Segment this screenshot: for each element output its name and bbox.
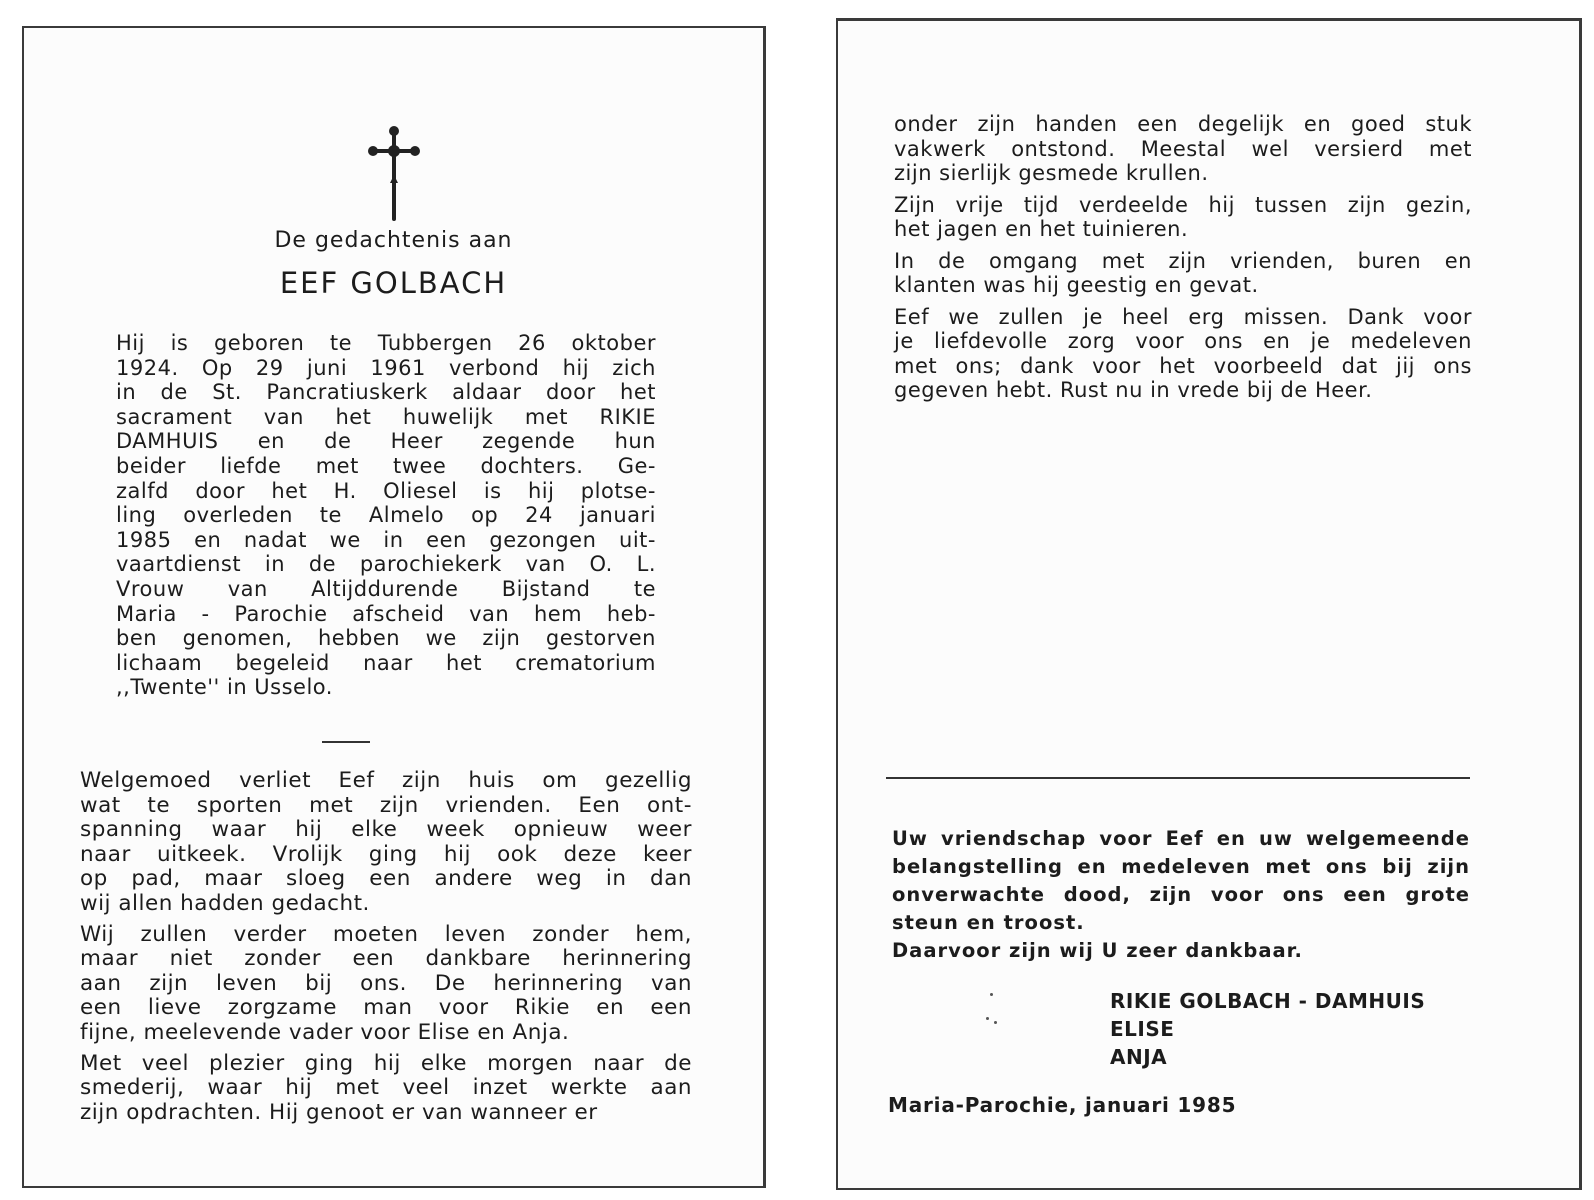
text-line: Maria - Parochie afscheid van hem heb- [116,601,656,626]
place-date: Maria-Parochie, januari 1985 [888,1093,1237,1117]
text-line: vakwerk ontstond. Meestal wel versierd met [894,136,1472,161]
deceased-name: EEF GOLBACH [279,266,508,300]
thanks-closing: Daarvoor zijn wij U zeer dankbaar. [892,939,1303,962]
text-line: Wij zullen verder moeten leven zonder hem, [80,921,692,947]
text-line: op pad, maar sloeg een andere weg in dan [80,866,692,892]
text-line: wij allen hadden gedacht. [80,890,370,916]
text-line: vaartdienst in de parochiekerk van O. L. [116,552,656,577]
text-line: 1924. Op 29 juni 1961 verbond hij zich [116,355,656,380]
paragraph [80,1052,692,1126]
text-line: Vrouw van Altijddurende Bijstand te [116,576,656,601]
text-line: Welgemoed verliet Eef zijn huis om gezellig [80,768,692,793]
text-line: steun en troost. [892,911,1085,934]
text-line: smederij, waar hij met veel inzet werkte aan [80,1075,692,1101]
text-line: zalfd door het H. Oliesel is hij plotse- [116,478,656,503]
paragraph [894,249,1472,298]
text-line: Zijn vrije tijd verdeelde hij tussen zijn gezin, [894,192,1472,217]
text-line: DAMHUIS en de Heer zegende hun [116,429,656,454]
signer-name: RIKIE GOLBACH - DAMHUIS [1110,989,1426,1013]
text-line: fijne, meelevende vader voor Elise en Anja. [80,1019,570,1045]
text-line: In de omgang met zijn vrienden, buren en [894,248,1472,273]
paragraph [80,769,692,917]
text-line: onder zijn handen een degelijk en goed stuk [894,112,1472,136]
text-line: onverwachte dood, zijn voor ons een grote [892,883,1470,906]
text-line: naar uitkeek. Vrolijk ging hij ook deze keer [80,841,692,867]
text-line: het jagen en het tuinieren. [894,217,1189,241]
print-speck [986,1017,989,1020]
text-line: 1985 en nadat we in een gezongen uit- [116,527,656,552]
text-line: ling overleden te Almelo op 24 januari [116,503,656,528]
text-line: aan zijn leven bij ons. De herinnering van [80,970,692,996]
text-line: Uw vriendschap voor Eef en uw welgemeende [892,827,1470,850]
text-line: met ons; dank voor het voorbeeld dat jij ons [894,353,1472,378]
text-line: ben genomen, hebben we zijn gestorven [116,626,656,651]
text-line: lichaam begeleid naar het crematorium [116,650,656,675]
paragraph [894,193,1472,242]
text-line: belangstelling en medeleven met ons bij zijn [892,855,1470,878]
text-line: sacrament van het huwelijk met RIKIE [116,404,656,429]
text-line: Met veel plezier ging hij elke morgen naar de [80,1050,692,1076]
signer-name: ELISE [1110,1017,1175,1041]
text-line: in de St. Pancratiuskerk aldaar door het [116,380,656,405]
memorial-card-right [836,18,1582,1190]
text-line: Eef we zullen je heel erg missen. Dank voor [894,304,1472,329]
text-line: spanning waar hij elke week opnieuw weer [80,817,692,843]
text-line: maar niet zonder een dankbare herinnering [80,946,692,972]
text-line: zijn sierlijk gesmede krullen. [894,161,1209,185]
text-line: wat te sporten met zijn vrienden. Een ont- [80,792,692,818]
divider [322,741,370,743]
text-line: ,,Twente'' in Usselo. [116,675,333,700]
remembrance-text-right [894,112,1472,410]
memorial-card-left [22,26,766,1188]
paragraph [80,923,692,1046]
memorial-intro: De gedachtenis aan [274,228,513,253]
text-line: zijn opdrachten. Hij genoot er van wanneer er [80,1099,598,1125]
signers-list [1110,987,1425,1071]
signer-name: ANJA [1110,1045,1168,1069]
remembrance-text-left [80,769,692,1131]
paragraph [894,305,1472,403]
biography-text [116,331,656,700]
text-line: klanten was hij geestig en gevat. [894,273,1259,297]
cross-icon [364,123,424,223]
thanks-text [892,825,1470,965]
print-speck [994,1021,997,1024]
paragraph [894,112,1472,186]
print-speck [990,993,993,996]
text-line: beider liefde met twee dochters. Ge- [116,453,656,478]
text-line: je liefdevolle zorg voor ons en je medeleven [894,329,1472,353]
text-line: een lieve zorgzame man voor Rikie en een [80,995,692,1021]
divider [886,777,1470,779]
text-line: gegeven hebt. Rust nu in vrede bij de Heer. [894,378,1373,402]
text-line: Hij is geboren te Tubbergen 26 oktober [116,331,656,355]
